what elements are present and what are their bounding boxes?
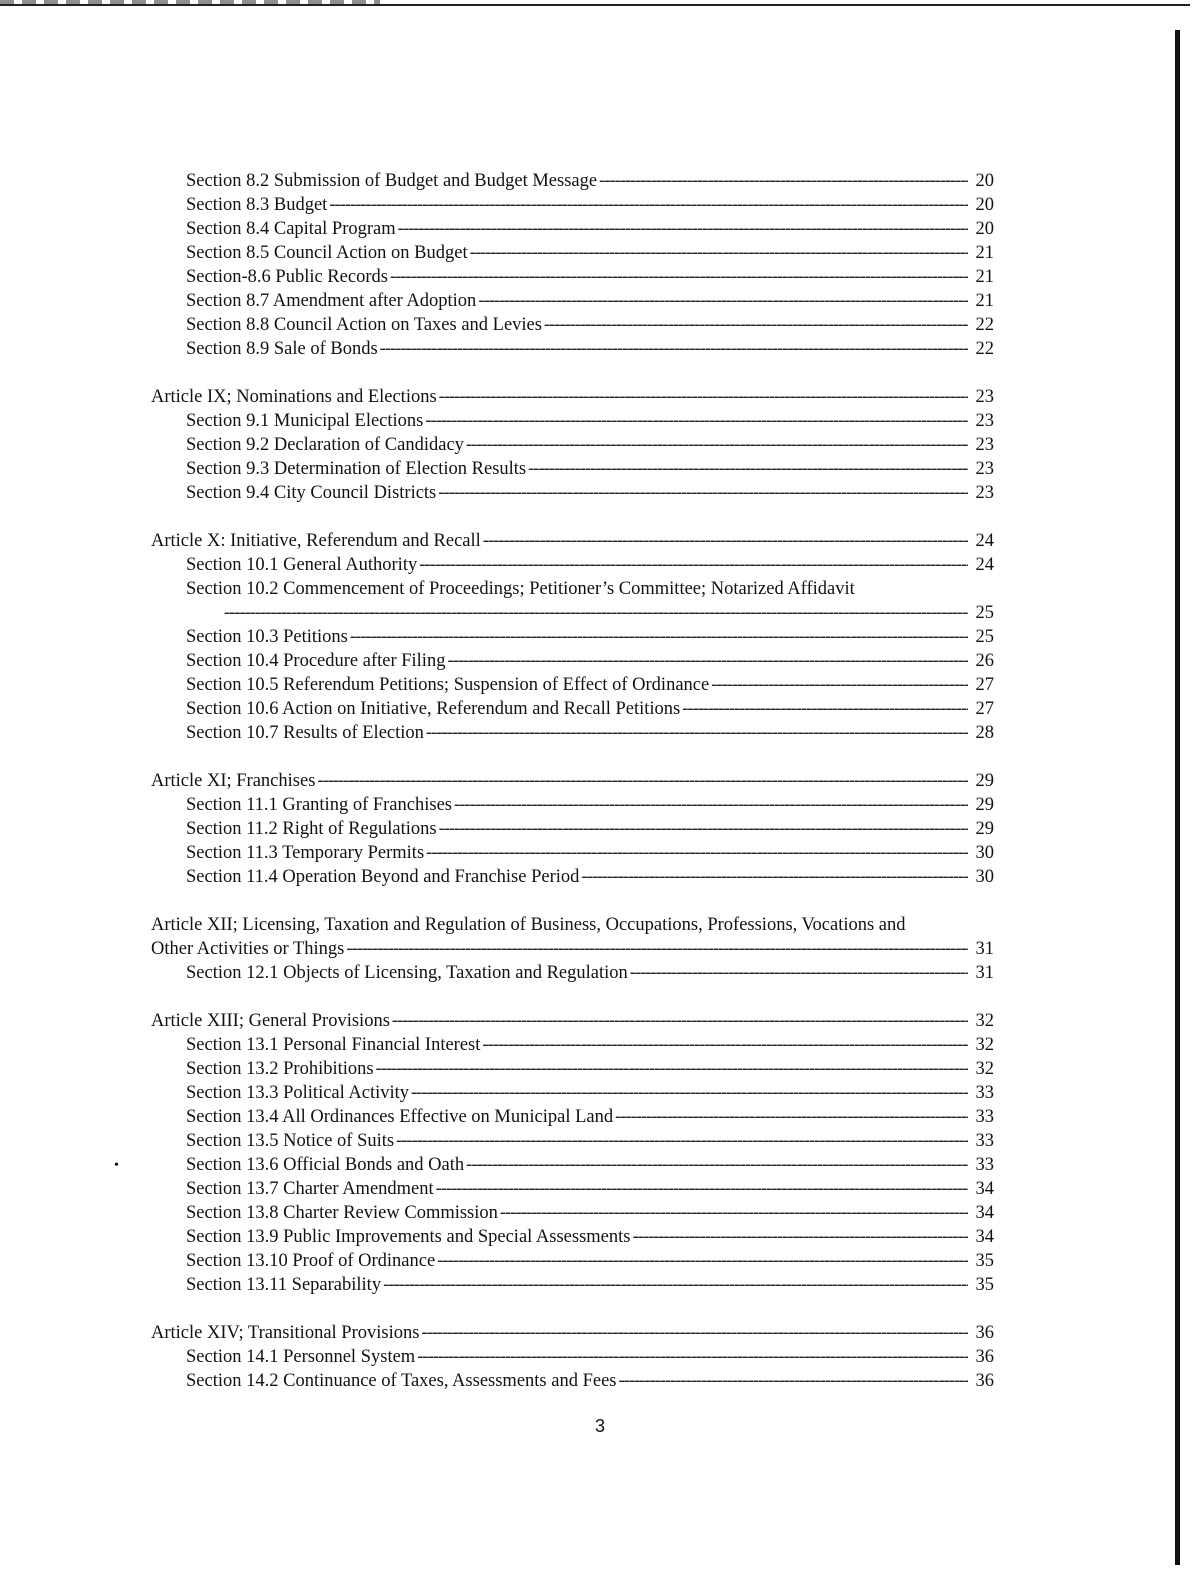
toc-section-entry[interactable]: [186, 577, 994, 625]
toc-section-entry[interactable]: [186, 1105, 994, 1129]
toc-page-number: 29: [975, 795, 994, 815]
toc-entry-title: Section 9.2 Declaration of Candidacy: [186, 435, 464, 455]
toc-article-entry[interactable]: [151, 913, 994, 961]
dot-leader: [682, 697, 968, 721]
toc-section-entry[interactable]: [186, 1033, 994, 1057]
toc-entry-title: Article XIII; General Provisions: [151, 1011, 390, 1031]
toc-section-entry[interactable]: [186, 409, 994, 433]
toc-page-number: 24: [975, 531, 994, 551]
toc-page-number: 34: [975, 1179, 994, 1199]
toc-entry-title: Section 13.11 Separability: [186, 1275, 382, 1295]
toc-page-number: 32: [975, 1035, 994, 1055]
dot-leader: [500, 1201, 968, 1225]
toc-article-entry[interactable]: [151, 529, 994, 553]
toc-page-number: 23: [975, 435, 994, 455]
dot-leader: [528, 457, 968, 481]
toc-entry-title: Section 13.7 Charter Amendment: [186, 1179, 434, 1199]
toc-section-entry[interactable]: [186, 649, 994, 673]
dot-leader: [350, 625, 968, 649]
toc-page-number: 25: [975, 627, 994, 647]
toc-page-number: 31: [975, 963, 994, 983]
dot-leader: [711, 673, 968, 697]
toc-article-entry[interactable]: [151, 1009, 994, 1033]
toc-page-number: 30: [975, 843, 994, 863]
dot-leader: [317, 769, 968, 793]
toc-page-number: 20: [975, 219, 994, 239]
dot-leader: [599, 169, 968, 193]
toc-section-entry[interactable]: [186, 313, 994, 337]
toc-entry-title: Section 8.7 Amendment after Adoption: [186, 291, 477, 311]
scan-speck: •: [114, 1158, 119, 1173]
toc-article-entry[interactable]: [151, 385, 994, 409]
toc-page-number: 32: [975, 1011, 994, 1031]
toc-page-number: 23: [975, 459, 994, 479]
toc-section-entry[interactable]: [186, 673, 994, 697]
toc-group: [0, 913, 1200, 985]
toc-section-entry[interactable]: [186, 457, 994, 481]
toc-page-number: 22: [975, 315, 994, 335]
toc-page-number: 27: [975, 699, 994, 719]
toc-entry-title: Section 8.5 Council Action on Budget: [186, 243, 468, 263]
toc-group: [0, 1009, 1200, 1297]
toc-page-number: 21: [975, 243, 994, 263]
dot-leader: [419, 553, 968, 577]
toc-page-number: 35: [975, 1275, 994, 1295]
dot-leader: [615, 1105, 968, 1129]
toc-section-entry[interactable]: [186, 169, 994, 193]
toc-section-entry[interactable]: [186, 1057, 994, 1081]
toc-group: [0, 385, 1200, 505]
dot-leader: [478, 289, 968, 313]
toc-page-number: 29: [975, 819, 994, 839]
dot-leader: [466, 1153, 968, 1177]
toc-entry-title: Section 11.4 Operation Beyond and Franchise Period: [186, 867, 580, 887]
toc-section-entry[interactable]: [186, 793, 994, 817]
toc-page-number: 20: [975, 195, 994, 215]
dot-leader: [390, 265, 968, 289]
toc-group: [0, 769, 1200, 889]
toc-group: [0, 1321, 1200, 1393]
toc-article-entry[interactable]: [151, 769, 994, 793]
toc-entry-title: Section 13.10 Proof of Ordinance: [186, 1251, 436, 1271]
toc-page-number: 23: [975, 411, 994, 431]
dot-leader: [454, 793, 968, 817]
toc-entry-title: Article XI; Franchises: [151, 771, 316, 791]
toc-entry-title: Section 9.3 Determination of Election Results: [186, 459, 527, 479]
toc-entry-title: Section 10.3 Petitions: [186, 627, 348, 647]
toc-page-number: 33: [975, 1083, 994, 1103]
toc-group: [0, 529, 1200, 745]
toc-entry-title: Article XII; Licensing, Taxation and Regulation of Business, Occupations, Professions, Vocations and: [151, 915, 906, 935]
toc-section-entry[interactable]: [186, 193, 994, 217]
dot-leader: [447, 649, 968, 673]
toc-section-entry[interactable]: [186, 841, 994, 865]
dot-leader: [466, 433, 968, 457]
toc-entry-title: Section 14.2 Continuance of Taxes, Assessments and Fees: [186, 1371, 617, 1391]
toc-entry-title: Section 13.6 Official Bonds and Oath: [186, 1155, 465, 1175]
toc-entry-title: Section 9.1 Municipal Elections: [186, 411, 424, 431]
toc-entry-title: Article XIV; Transitional Provisions: [151, 1323, 420, 1343]
dot-leader: [396, 1129, 968, 1153]
dot-leader: [544, 313, 968, 337]
toc-entry-title: Section 8.4 Capital Program: [186, 219, 396, 239]
dot-leader: [392, 1009, 968, 1033]
page-number: 3: [594, 1416, 605, 1436]
toc-page-number: 21: [975, 267, 994, 287]
toc-entry-title: Section 11.2 Right of Regulations: [186, 819, 437, 839]
toc-entry-title: Section 13.8 Charter Review Commission: [186, 1203, 498, 1223]
dot-leader: [425, 409, 968, 433]
dot-leader: [380, 337, 968, 361]
toc-section-entry[interactable]: [186, 961, 994, 985]
toc-entry-title: Section 8.2 Submission of Budget and Budget Message: [186, 171, 598, 191]
dot-leader: [483, 529, 968, 553]
toc-entry-title: Section 14.1 Personnel System: [186, 1347, 416, 1367]
toc-entry-title: Section 8.8 Council Action on Taxes and Levies: [186, 315, 542, 335]
toc-section-entry[interactable]: [186, 1153, 994, 1177]
toc-entry-title: Section 11.3 Temporary Permits: [186, 843, 425, 863]
toc-section-entry[interactable]: [186, 241, 994, 265]
toc-section-entry[interactable]: [186, 865, 994, 889]
toc-entry-title: Section 8.3 Budget: [186, 195, 328, 215]
toc-entry-title: Section 10.7 Results of Election: [186, 723, 424, 743]
dot-leader: [383, 1273, 968, 1297]
toc-page-number: 23: [975, 483, 994, 503]
dot-leader: [439, 385, 968, 409]
toc-entry-title: Section 10.5 Referendum Petitions; Suspension of Effect of Ordinance: [186, 675, 710, 695]
dot-leader: [436, 1177, 968, 1201]
dot-leader: [482, 1033, 968, 1057]
toc-section-entry[interactable]: [186, 1273, 994, 1297]
header-rule: [0, 4, 1190, 6]
dot-leader: [398, 217, 968, 241]
toc-page-number: 21: [975, 291, 994, 311]
table-of-contents: [0, 169, 1200, 1417]
toc-page-number: 33: [975, 1107, 994, 1127]
dot-leader: [224, 601, 968, 625]
toc-section-entry[interactable]: [186, 481, 994, 505]
dot-leader: [421, 1321, 968, 1345]
toc-page-number: 32: [975, 1059, 994, 1079]
toc-entry-title: Section 13.1 Personal Financial Interest: [186, 1035, 481, 1055]
toc-section-entry[interactable]: [186, 1369, 994, 1393]
dot-leader: [376, 1057, 968, 1081]
dot-leader: [417, 1345, 968, 1369]
toc-entry-title: Section 10.2 Commencement of Proceedings; Petitioner’s Committee; Notarized Affidavit: [186, 579, 855, 599]
toc-entry-title: Article X: Initiative, Referendum and Recall: [151, 531, 481, 551]
toc-section-entry[interactable]: [186, 1129, 994, 1153]
toc-section-entry[interactable]: [186, 217, 994, 241]
toc-page-number: 29: [975, 771, 994, 791]
dot-leader: [346, 937, 968, 961]
toc-entry-title: Section 10.4 Procedure after Filing: [186, 651, 446, 671]
toc-page-number: 20: [975, 171, 994, 191]
toc-page-number: 27: [975, 675, 994, 695]
toc-entry-title: Section 13.3 Political Activity: [186, 1083, 410, 1103]
toc-page-number: 23: [975, 387, 994, 407]
toc-page-number: 34: [975, 1203, 994, 1223]
toc-entry-title: Section 13.2 Prohibitions: [186, 1059, 374, 1079]
toc-section-entry[interactable]: [186, 553, 994, 577]
toc-section-entry[interactable]: [186, 817, 994, 841]
dot-leader: [439, 817, 968, 841]
dot-leader: [426, 841, 968, 865]
toc-section-entry[interactable]: [186, 721, 994, 745]
dot-leader: [632, 1225, 968, 1249]
toc-entry-title: Section 13.5 Notice of Suits: [186, 1131, 395, 1151]
toc-entry-title: Section 8.9 Sale of Bonds: [186, 339, 378, 359]
toc-page-number: 25: [975, 603, 994, 623]
toc-section-entry[interactable]: [186, 697, 994, 721]
toc-section-entry[interactable]: [186, 1177, 994, 1201]
toc-group: [0, 169, 1200, 361]
dot-leader: [411, 1081, 968, 1105]
toc-page-number: 22: [975, 339, 994, 359]
toc-section-entry[interactable]: [186, 433, 994, 457]
dot-leader: [437, 1249, 968, 1273]
toc-page-number: 30: [975, 867, 994, 887]
toc-section-entry[interactable]: [186, 1201, 994, 1225]
toc-page-number: 36: [975, 1347, 994, 1367]
toc-entry-title: Other Activities or Things: [151, 939, 345, 959]
toc-page-number: 34: [975, 1227, 994, 1247]
toc-section-entry[interactable]: [186, 1345, 994, 1369]
toc-page-number: 33: [975, 1155, 994, 1175]
dot-leader: [619, 1369, 969, 1393]
toc-section-entry[interactable]: [186, 1081, 994, 1105]
toc-section-entry[interactable]: [186, 625, 994, 649]
toc-entry-title: Section 13.4 All Ordinances Effective on Municipal Land: [186, 1107, 614, 1127]
toc-entry-title: Section 11.1 Granting of Franchises: [186, 795, 452, 815]
toc-section-entry[interactable]: [186, 265, 994, 289]
dot-leader: [438, 481, 968, 505]
toc-entry-title: Section 10.1 General Authority: [186, 555, 418, 575]
toc-entry-title: Section 10.6 Action on Initiative, Referendum and Recall Petitions: [186, 699, 681, 719]
toc-entry-title: Section 9.4 City Council Districts: [186, 483, 437, 503]
toc-entry-title: Section 12.1 Objects of Licensing, Taxation and Regulation: [186, 963, 628, 983]
toc-page-number: 26: [975, 651, 994, 671]
dot-leader: [426, 721, 968, 745]
toc-page-number: 35: [975, 1251, 994, 1271]
dot-leader: [581, 865, 968, 889]
toc-article-entry[interactable]: [151, 1321, 994, 1345]
dot-leader: [329, 193, 968, 217]
toc-section-entry[interactable]: [186, 1249, 994, 1273]
toc-section-entry[interactable]: [186, 289, 994, 313]
toc-entry-title: Section-8.6 Public Records: [186, 267, 388, 287]
toc-entry-title: Article IX; Nominations and Elections: [151, 387, 437, 407]
toc-page-number: 24: [975, 555, 994, 575]
toc-entry-title: Section 13.9 Public Improvements and Special Assessments: [186, 1227, 631, 1247]
toc-page-number: 36: [975, 1371, 994, 1391]
toc-section-entry[interactable]: [186, 337, 994, 361]
toc-page-number: 36: [975, 1323, 994, 1343]
toc-section-entry[interactable]: [186, 1225, 994, 1249]
dot-leader: [470, 241, 968, 265]
dot-leader: [630, 961, 968, 985]
toc-page-number: 31: [975, 939, 994, 959]
toc-page-number: 33: [975, 1131, 994, 1151]
toc-page-number: 28: [975, 723, 994, 743]
